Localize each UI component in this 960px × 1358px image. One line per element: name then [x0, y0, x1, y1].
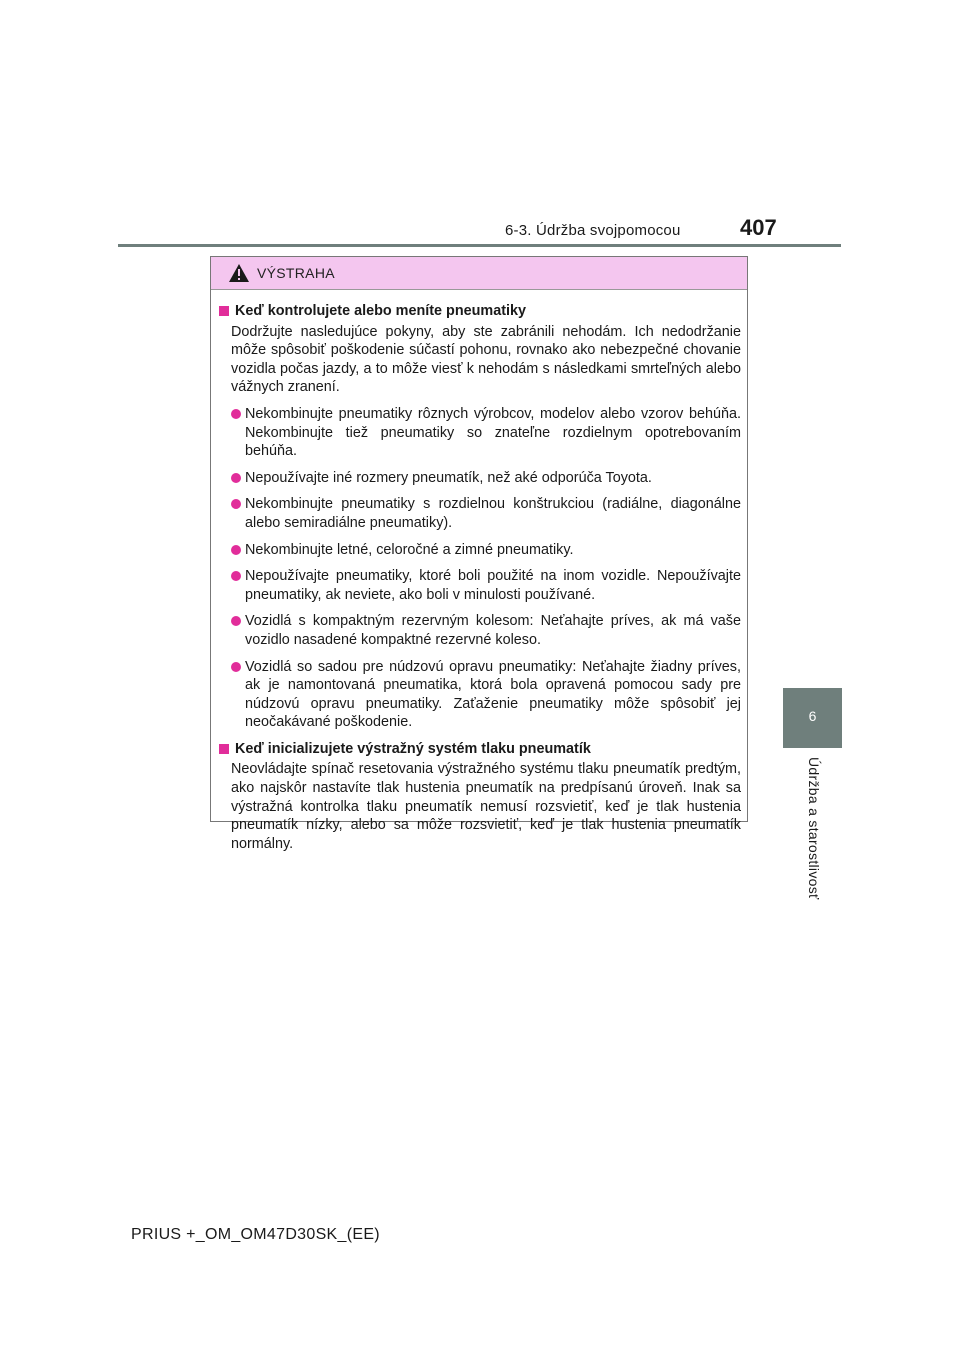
- list-item: [231, 612, 741, 649]
- warning-triangle-icon: [228, 263, 250, 283]
- chapter-number: 6: [808, 708, 817, 724]
- section-paragraph: Dodržujte nasledujúce pokyny, aby ste zabránili nehodám. Ich nedodržanie môže spôsobiť poškodenie súčastí pohonu, rovnako ako nebezpečné chovanie vozidla počas jazdy, a to môže viesť k nehodám s následkami smrteľných alebo vážnych zranení.: [231, 323, 741, 396]
- section-heading: [219, 302, 741, 321]
- bullet-list: [231, 405, 741, 732]
- section-title: 6-3. Údržba svojpomocou: [505, 222, 681, 239]
- circle-bullet-icon: [231, 409, 241, 419]
- circle-bullet-icon: [231, 571, 241, 581]
- section-heading-text: Keď kontrolujete alebo meníte pneumatiky: [235, 303, 527, 319]
- circle-bullet-icon: [231, 662, 241, 672]
- circle-bullet-icon: [231, 473, 241, 483]
- page-number: 407: [740, 215, 777, 240]
- section-heading-text: Keď inicializujete výstražný systém tlaku pneumatík: [235, 740, 591, 757]
- list-item: [231, 658, 741, 732]
- list-item-text: Nepoužívajte pneumatiky, ktoré boli použité na inom vozidle. Nepoužívajte pneumatiky, ak neviete, ako boli v minulosti používané.: [245, 568, 741, 603]
- list-item-text: Nekombinujte pneumatiky s rozdielnou konštrukciou (radiálne, diagonálne alebo semiradiálne pneumatiky).: [245, 496, 741, 531]
- warning-title: VÝSTRAHA: [257, 265, 335, 281]
- list-item-text: Nekombinujte pneumatiky rôznych výrobcov, modelov alebo vzorov behúňa. Nekombinujte tiež pneumatiky so znateľne rozdielnym opotrebovaním behúňa.: [245, 405, 741, 460]
- warning-box: [210, 256, 748, 852]
- warning-body: [211, 290, 747, 853]
- square-bullet-icon: [219, 306, 229, 316]
- list-item: [231, 469, 741, 488]
- list-item: [231, 405, 741, 461]
- circle-bullet-icon: [231, 616, 241, 626]
- section-paragraph: Neovládajte spínač resetovania výstražného systému tlaku pneumatík predtým, ako najskôr nastavíte tlak hustenia pneumatík na predpísanú úroveň. Inak sa výstražná kontrolka tlaku pneumatík nemusí rozsvietiť, keď je tlak hustenia pneumatík nízky, alebo sa môže rozsvietiť, keď je tlak hustenia pneumatík normálny.: [231, 761, 741, 852]
- document-footer: PRIUS +_OM_OM47D30SK_(EE): [131, 1226, 380, 1243]
- list-item: [231, 495, 741, 532]
- list-item: [231, 541, 741, 560]
- list-item: [231, 567, 741, 604]
- circle-bullet-icon: [231, 545, 241, 555]
- section-heading: [219, 740, 741, 759]
- chapter-tab: [783, 688, 842, 748]
- chapter-label: Údržba a starostlivosť: [806, 757, 822, 900]
- circle-bullet-icon: [231, 499, 241, 509]
- header-divider: [118, 244, 841, 247]
- square-bullet-icon: [219, 744, 229, 754]
- list-item-text: Vozidlá so sadou pre núdzovú opravu pneumatiky: Neťahajte žiadny príves, ak je namontovaná pneumatika, ktorá bola opravená pomocou sady pre núdzovú opravu pneumatiky. Zaťaženie pneumatiky môže spôsobiť jej neočakávané poškodenie.: [245, 658, 741, 731]
- warning-header: [211, 257, 747, 290]
- list-item-text: Nepoužívajte iné rozmery pneumatík, než aké odporúča Toyota.: [245, 469, 652, 486]
- list-item-text: Vozidlá s kompaktným rezervným kolesom: Neťahajte príves, ak má vaše vozidlo nasadené kompaktné rezervné koleso.: [245, 613, 741, 648]
- list-item-text: Nekombinujte letné, celoročné a zimné pneumatiky.: [245, 541, 574, 558]
